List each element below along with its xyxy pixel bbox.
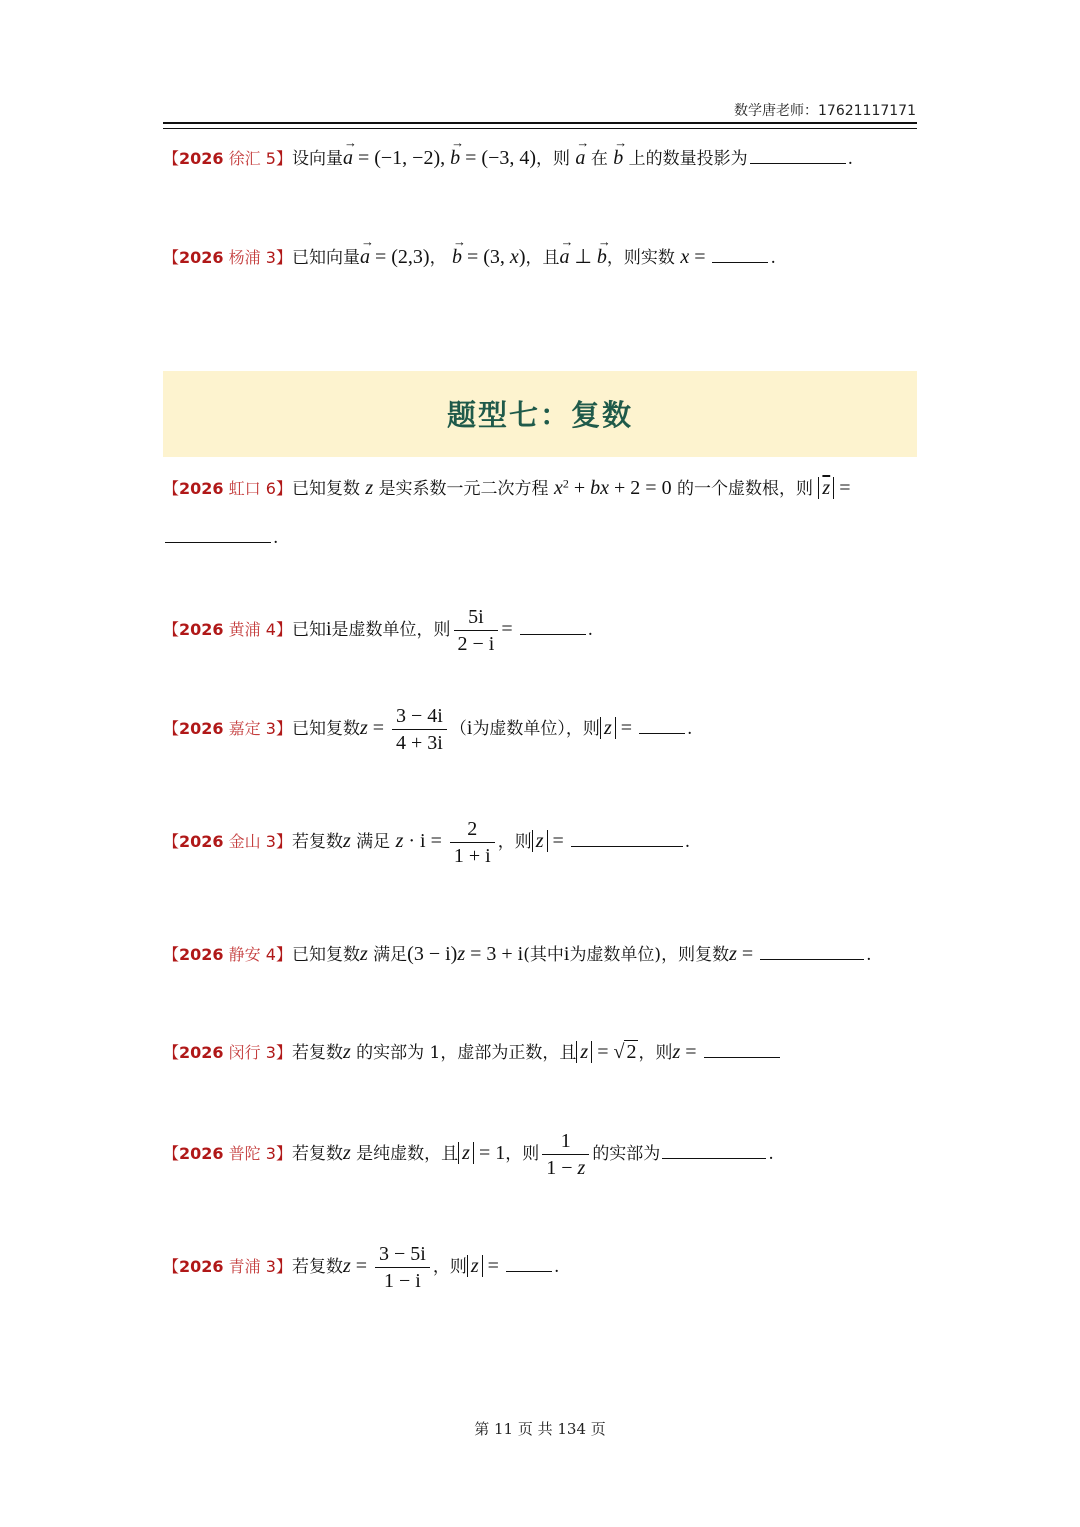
question-4: 【2026 黄浦 4】已知i是虚数单位，则 $\frac{5i}{2 - i}$ = . — [163, 606, 594, 655]
answer-blank[interactable] — [750, 163, 846, 164]
question-7: 【2026 静安 4】已知复数z 满足(3 − i)z = 3 + i(其中i为虚数单位)，则复数z = . — [163, 943, 872, 965]
answer-blank[interactable] — [165, 542, 271, 543]
question-8: 【2026 闵行 3】若复数z 的实部为 1，虚部为正数，且 z = √ 2 ，则z = — [163, 1040, 782, 1064]
question-tag: 【2026 嘉定 3】 — [163, 719, 292, 738]
answer-blank[interactable] — [506, 1271, 552, 1272]
question-tag: 【2026 黄浦 4】 — [163, 620, 292, 639]
answer-blank[interactable] — [662, 1158, 766, 1159]
question-tag: 【2026 静安 4】 — [163, 945, 292, 964]
question-tag: 【2026 金山 3】 — [163, 832, 292, 851]
section-title: 题型七：复数 — [446, 398, 633, 432]
header-rule-thin — [163, 128, 917, 129]
question-tag: 【2026 普陀 3】 — [163, 1144, 292, 1163]
question-tag: 【2026 徐汇 5】 — [163, 149, 292, 168]
question-tag: 【2026 杨浦 3】 — [163, 248, 292, 267]
question-5: 【2026 嘉定 3】已知复数z = $\frac{3 - 4i}{4 + 3i}$ （i为虚数单位），则 z = . — [163, 705, 693, 754]
question-tag: 【2026 闵行 3】 — [163, 1043, 292, 1062]
answer-blank[interactable] — [760, 959, 864, 960]
question-tag: 【2026 青浦 3】 — [163, 1257, 292, 1276]
answer-blank[interactable] — [571, 846, 683, 847]
header-rule-thick — [163, 122, 917, 124]
question-9: 【2026 普陀 3】若复数z 是纯虚数，且 z = 1，则 $\frac{1}{1 - z}$ 的实部为 . — [163, 1130, 774, 1179]
answer-blank[interactable] — [712, 262, 768, 263]
page-footer: 第 11 页 共 134 页 — [474, 1420, 606, 1438]
question-tag: 【2026 虹口 6】 — [163, 479, 292, 498]
answer-blank[interactable] — [704, 1057, 780, 1058]
question-3-answer-line: . — [163, 528, 278, 548]
question-6: 【2026 金山 3】若复数z 满足 z · i = $\frac{2}{1 + i}$ ，则 z = . — [163, 818, 691, 867]
question-1: 【2026 徐汇 5】设向量→ a = (−1, −2), → b = (−3, 4)，则 → a 在 → b 上的数量投影为 . — [163, 146, 853, 170]
question-2: 【2026 杨浦 3】已知向量→ a = (2,3)， → b = (3, x)，且→ a ⊥ → b，则实数 x = . — [163, 245, 776, 269]
section-header — [163, 371, 917, 457]
question-10: 【2026 青浦 3】若复数z = $\frac{3 - 5i}{1 - i}$ ，则 z = . — [163, 1243, 560, 1292]
answer-blank[interactable] — [639, 733, 685, 734]
answer-blank[interactable] — [520, 634, 586, 635]
header-contact: 数学唐老师：17621117171 — [734, 103, 916, 119]
question-3: 【2026 虹口 6】已知复数 z 是实系数一元二次方程 $x^2$ + bx + 2 = 0 的一个虚数根，则 $\overline{z}$ = — [163, 476, 851, 499]
